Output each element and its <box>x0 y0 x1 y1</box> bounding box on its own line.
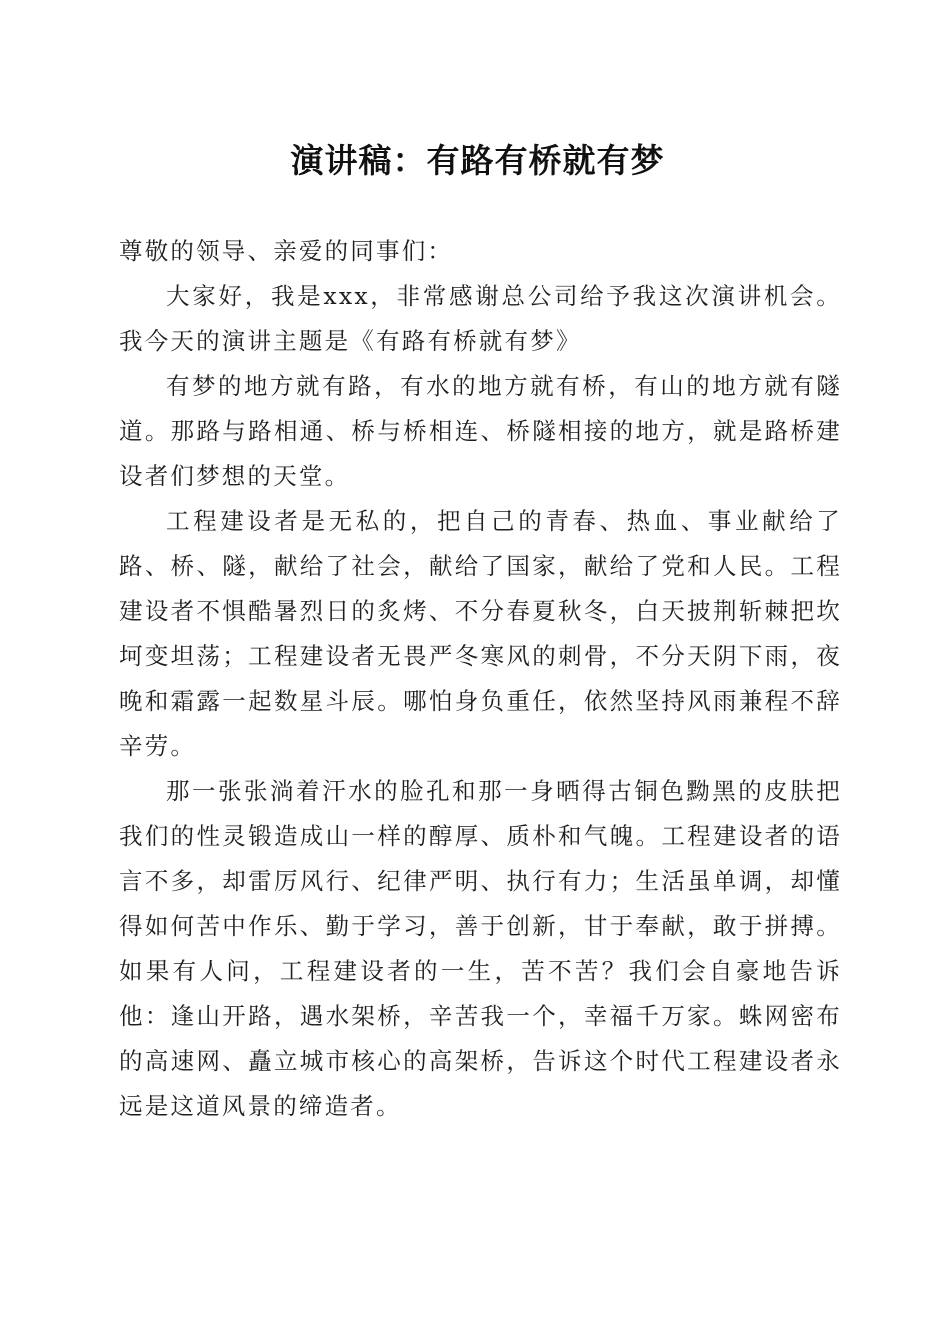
salutation-line: 尊敬的领导、亲爱的同事们： <box>119 237 454 265</box>
paragraph-4: 那一张张淌着汗水的脸孔和那一身晒得古铜色黝黑的皮肤把我们的性灵锻造成山一样的醇厚、质朴和气魄。工程建设者的语言不多，却雷厉风行、纪律严明、执行有力；生活虽单调，却懂得如何苦中作乐、勤于学习，善于创新，甘于奉献，敢于拼搏。如果有人问，工程建设者的一生，苦不苦？我们会自豪地告诉他：逢山开路，遇水架桥，辛苦我一个，幸福千万家。蛛网密布的高速网、矗立城市核心的高架桥，告诉这个时代工程建设者永远是这道风景的缔造者。 <box>119 777 842 1120</box>
paragraph-1: 大家好，我是xxx，非常感谢总公司给予我这次演讲机会。我今天的演讲主题是《有路有桥就有梦》 <box>119 282 842 355</box>
paragraph-2: 有梦的地方就有路，有水的地方就有桥，有山的地方就有隧道。那路与路相通、桥与桥相连、桥隧相接的地方，就是路桥建设者们梦想的天堂。 <box>119 372 842 490</box>
document-title: 演讲稿：有路有桥就有梦 <box>290 141 665 180</box>
document-body <box>119 229 842 1129</box>
paragraph-3: 工程建设者是无私的，把自己的青春、热血、事业献给了路、桥、隧，献给了社会，献给了国家，献给了党和人民。工程建设者不惧酷暑烈日的炙烤、不分春夏秋冬，白天披荆斩棘把坎坷变坦荡；工程建设者无畏严冬寒风的刺骨，不分天阴下雨，夜晚和霜露一起数星斗辰。哪怕身负重任，依然坚持风雨兼程不辞辛劳。 <box>119 507 842 760</box>
